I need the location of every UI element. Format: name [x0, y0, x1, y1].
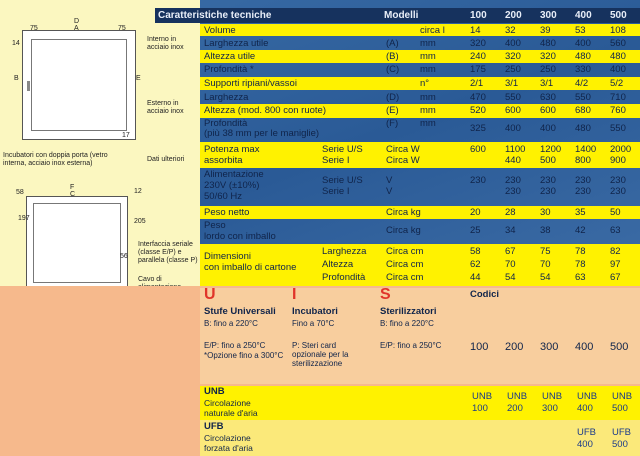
- code-400: 400: [575, 341, 594, 353]
- dim-c-label: C: [70, 191, 76, 198]
- row-label: Altezza utile: [204, 51, 256, 62]
- peso-netto-value: 50: [610, 207, 621, 218]
- row-value: 4/2: [575, 78, 589, 89]
- dim-value: 58: [470, 246, 481, 257]
- row-unit: mm: [420, 118, 436, 129]
- row-value: 470: [470, 92, 486, 103]
- row-value: 400: [540, 123, 556, 134]
- dim-a-label: A: [74, 25, 79, 32]
- unb-name: UNB: [204, 386, 225, 397]
- alim-label-1: Alimentazione: [204, 169, 264, 180]
- peso-netto-value: 28: [505, 207, 516, 218]
- dim-e-label: E: [136, 75, 141, 82]
- peso-netto-label: Peso netto: [204, 207, 250, 218]
- alim-value: 230: [540, 175, 556, 186]
- alim-unit-1: V: [386, 175, 393, 186]
- dim-value: 44: [470, 272, 481, 283]
- code-200: 200: [505, 341, 524, 353]
- row-unit: mm: [420, 38, 436, 49]
- series-i-line2: P: Steri card opzionale per la sterilizzazione: [292, 341, 349, 368]
- ufb-code-name: UFB: [577, 427, 596, 438]
- row-value: 32: [505, 25, 516, 36]
- dim-value: 78: [575, 246, 586, 257]
- ufb-code-num: 400: [577, 439, 593, 450]
- row-label: Larghezza: [204, 92, 249, 103]
- row-label: Larghezza utile: [204, 38, 269, 49]
- row-value: 330: [575, 64, 591, 75]
- row-value: 3/1: [540, 78, 554, 89]
- unb-desc1: Circolazione: [204, 398, 251, 408]
- unb-code-name: UNB: [507, 391, 528, 402]
- dim-value: 82: [610, 246, 621, 257]
- potenza-unit-1: Circa W: [386, 144, 420, 155]
- row-value: 320: [470, 38, 486, 49]
- peso-lordo-value: 42: [575, 225, 586, 236]
- unb-code-num: 400: [577, 403, 593, 414]
- incubatori-label: Incubatori con doppia porta (vetro interna, acciaio inox esterna): [3, 152, 108, 167]
- potenza-value: 800: [575, 155, 591, 166]
- dim-56-label: 56: [120, 253, 128, 260]
- ufb-code-num: 500: [612, 439, 628, 450]
- row-value: 760: [610, 105, 626, 116]
- row-value: 550: [575, 92, 591, 103]
- dim-sub: Altezza: [322, 259, 354, 270]
- peso-netto-value: 20: [470, 207, 481, 218]
- dim-value: 62: [470, 259, 481, 270]
- dim-unit: Circa cm: [386, 259, 424, 270]
- code-300: 300: [540, 341, 559, 353]
- series-u-line3: *Opzione fino a 300°C: [204, 351, 284, 360]
- potenza-label-2: assorbita: [204, 155, 243, 166]
- row-value: 14: [470, 25, 481, 36]
- dim-f-label: F: [70, 184, 75, 191]
- alim-serie-2: Serie I: [322, 186, 350, 197]
- alim-unit-2: V: [386, 186, 393, 197]
- row-value: 600: [505, 105, 521, 116]
- potenza-value: 900: [610, 155, 626, 166]
- dim-value: 63: [575, 272, 586, 283]
- row-value: 400: [505, 38, 521, 49]
- interno-label: Interno in acciaio inox: [147, 36, 184, 51]
- model-100: 100: [470, 10, 487, 21]
- alim-value: 230: [505, 175, 521, 186]
- unb-code-name: UNB: [542, 391, 563, 402]
- row-unit: mm: [420, 51, 436, 62]
- peso-netto-value: 35: [575, 207, 586, 218]
- table-title: Caratteristiche tecniche: [158, 10, 272, 21]
- dim-sub: Larghezza: [322, 246, 367, 257]
- alim-value: 230: [610, 186, 626, 197]
- unb-code-num: 500: [612, 403, 628, 414]
- row-param: (D): [386, 92, 400, 103]
- model-400: 400: [575, 10, 592, 21]
- dim-unit: Circa cm: [386, 246, 424, 257]
- model-200: 200: [505, 10, 522, 21]
- alim-label-2: 230V (±10%): [204, 180, 260, 191]
- row-value: 3/1: [505, 78, 519, 89]
- row-value: 320: [540, 51, 556, 62]
- esterno-label: Esterno in acciaio inox: [147, 100, 184, 115]
- code-100: 100: [470, 341, 489, 353]
- side-view-drawing: [26, 196, 128, 290]
- dim-value: 97: [610, 259, 621, 270]
- dim-197-label: 197: [18, 215, 30, 222]
- row-value: 550: [610, 123, 626, 134]
- row-label: Profondità *: [204, 64, 254, 75]
- series-s-letter: S: [380, 286, 391, 303]
- dim-value: 70: [505, 259, 516, 270]
- alim-value: 230: [540, 186, 556, 197]
- dim-value: 67: [610, 272, 621, 283]
- row-unit: mm: [420, 64, 436, 75]
- ufb-desc1: Circolazione: [204, 433, 251, 443]
- dim-value: 75: [540, 246, 551, 257]
- row-value: 175: [470, 64, 486, 75]
- row-param: (F): [386, 118, 399, 129]
- row-value: 480: [575, 123, 591, 134]
- ufb-code-name: UFB: [612, 427, 631, 438]
- unb-code-name: UNB: [472, 391, 493, 402]
- series-u-title: Stufe Universali: [204, 306, 276, 317]
- potenza-label-1: Potenza max: [204, 144, 260, 155]
- potenza-value: 1400: [575, 144, 597, 155]
- series-u-line1: B: fino a 220°C: [204, 319, 258, 328]
- row-label: Altezza (mod. 800 con ruote): [204, 105, 326, 116]
- row-value: 480: [610, 51, 626, 62]
- dim-value: 78: [575, 259, 586, 270]
- row-unit: n°: [420, 78, 430, 89]
- unb-code-name: UNB: [612, 391, 633, 402]
- potenza-serie-1: Serie U/S: [322, 144, 363, 155]
- row-value: 400: [610, 64, 626, 75]
- row-value: 600: [540, 105, 556, 116]
- alim-value: 230: [575, 175, 591, 186]
- peso-lordo-value: 34: [505, 225, 516, 236]
- row-param: (C): [386, 64, 400, 75]
- series-s-line1: B: fino a 220°C: [380, 319, 434, 328]
- unb-code-num: 300: [542, 403, 558, 414]
- potenza-value: 1100: [505, 144, 526, 155]
- series-s-title: Sterilizzatori: [380, 306, 437, 317]
- alim-value: 230: [610, 175, 626, 186]
- interfaccia-label: Interfaccia seriale (classe E/P) e parallela (classe P): [138, 241, 198, 264]
- potenza-unit-2: Circa W: [386, 155, 420, 166]
- row-value: 39: [540, 25, 551, 36]
- alim-serie-1: Serie U/S: [322, 175, 363, 186]
- row-unit: circa l: [420, 25, 445, 36]
- row-value: 710: [610, 92, 626, 103]
- front-view-drawing: [22, 30, 136, 140]
- dim-d-label: D: [74, 18, 80, 25]
- dim-b-label: B: [14, 75, 19, 82]
- dim-14-label: 14: [12, 40, 20, 47]
- dim-205-label: 205: [134, 218, 146, 225]
- peso-lordo-value: 38: [540, 225, 551, 236]
- series-i-title: Incubatori: [292, 306, 338, 317]
- dim-sub: Profondità: [322, 272, 366, 283]
- dim-75a-label: 75: [30, 25, 38, 32]
- unb-code-num: 200: [507, 403, 523, 414]
- series-i-letter: I: [292, 286, 297, 303]
- ufb-row-bg: [200, 420, 640, 456]
- alim-value: 230: [575, 186, 591, 197]
- potenza-value: 2000: [610, 144, 632, 155]
- alim-label-3: 50/60 Hz: [204, 191, 243, 202]
- ufb-desc2: forzata d'aria: [204, 443, 253, 453]
- dim-unit: Circa cm: [386, 272, 424, 283]
- ufb-name: UFB: [204, 421, 224, 432]
- dim-value: 54: [505, 272, 516, 283]
- dim-17-label: 17: [122, 132, 130, 139]
- row-value: 250: [540, 64, 556, 75]
- peso-netto-value: 30: [540, 207, 551, 218]
- row-value: 480: [575, 51, 591, 62]
- row-value: 400: [575, 38, 591, 49]
- row-value: 520: [470, 105, 486, 116]
- unb-code-name: UNB: [577, 391, 598, 402]
- peso-lordo-label-2: lordo con imballo: [204, 231, 276, 242]
- dim-label-1: Dimensioni: [204, 251, 251, 262]
- row-value: 550: [505, 92, 521, 103]
- unb-desc2: naturale d'aria: [204, 408, 258, 418]
- row-value: 2/1: [470, 78, 484, 89]
- row-value: 560: [610, 38, 626, 49]
- alim-value: 230: [470, 175, 486, 186]
- row-param: (E): [386, 105, 399, 116]
- model-300: 300: [540, 10, 557, 21]
- peso-netto-unit: Circa kg: [386, 207, 421, 218]
- row-value: 680: [575, 105, 591, 116]
- dim-value: 54: [540, 272, 551, 283]
- row-value: 480: [540, 38, 556, 49]
- series-s-line2: E/P: fino a 250°C: [380, 341, 442, 350]
- series-u-letter: U: [204, 286, 216, 303]
- model-500: 500: [610, 10, 627, 21]
- dati-label: Dati ulteriori: [147, 156, 185, 163]
- row-value: 630: [540, 92, 556, 103]
- code-500: 500: [610, 341, 629, 353]
- peso-lordo-unit: Circa kg: [386, 225, 421, 236]
- potenza-serie-2: Serie I: [322, 155, 350, 166]
- potenza-value: 600: [470, 144, 486, 155]
- row-label: Supporti ripiani/vassoi: [204, 78, 297, 89]
- row-label: Profondità: [204, 118, 248, 129]
- row-value: 320: [505, 51, 521, 62]
- row-value: 250: [505, 64, 521, 75]
- row-value: 240: [470, 51, 486, 62]
- dim-58-label: 58: [16, 189, 24, 196]
- row-value: 400: [505, 123, 521, 134]
- dim-75b-label: 75: [118, 25, 126, 32]
- row-unit: mm: [420, 105, 436, 116]
- unb-row-bg: [200, 386, 640, 422]
- row-label-2: (più 38 mm per le maniglie): [204, 128, 320, 139]
- unb-code-num: 100: [472, 403, 488, 414]
- row-value: 325: [470, 123, 486, 134]
- row-value: 108: [610, 25, 626, 36]
- dim-value: 67: [505, 246, 516, 257]
- codici-label: Codici: [470, 289, 500, 300]
- potenza-value: 1200: [540, 144, 562, 155]
- dim-value: 70: [540, 259, 551, 270]
- series-i-line1: Fino a 70°C: [292, 319, 335, 328]
- dim-label-2: con imballo di cartone: [204, 262, 297, 273]
- row-value: 5/2: [610, 78, 624, 89]
- row-unit: mm: [420, 92, 436, 103]
- row-param: (B): [386, 51, 399, 62]
- series-u-line2: E/P: fino a 250°C: [204, 341, 266, 350]
- peso-lordo-value: 63: [610, 225, 621, 236]
- row-bg-potenza: [200, 142, 640, 168]
- alim-value: 230: [505, 186, 521, 197]
- row-value: 53: [575, 25, 586, 36]
- row-label: Volume: [204, 25, 236, 36]
- series-yellow-band: [200, 288, 640, 384]
- potenza-value: 440: [505, 155, 521, 166]
- potenza-value: 500: [540, 155, 556, 166]
- peso-lordo-value: 25: [470, 225, 481, 236]
- peso-lordo-label-1: Peso: [204, 220, 226, 231]
- dim-12-label: 12: [134, 188, 142, 195]
- row-param: (A): [386, 38, 399, 49]
- models-label: Modelli: [384, 10, 419, 21]
- cavo-label: Cavo di: [138, 276, 162, 283]
